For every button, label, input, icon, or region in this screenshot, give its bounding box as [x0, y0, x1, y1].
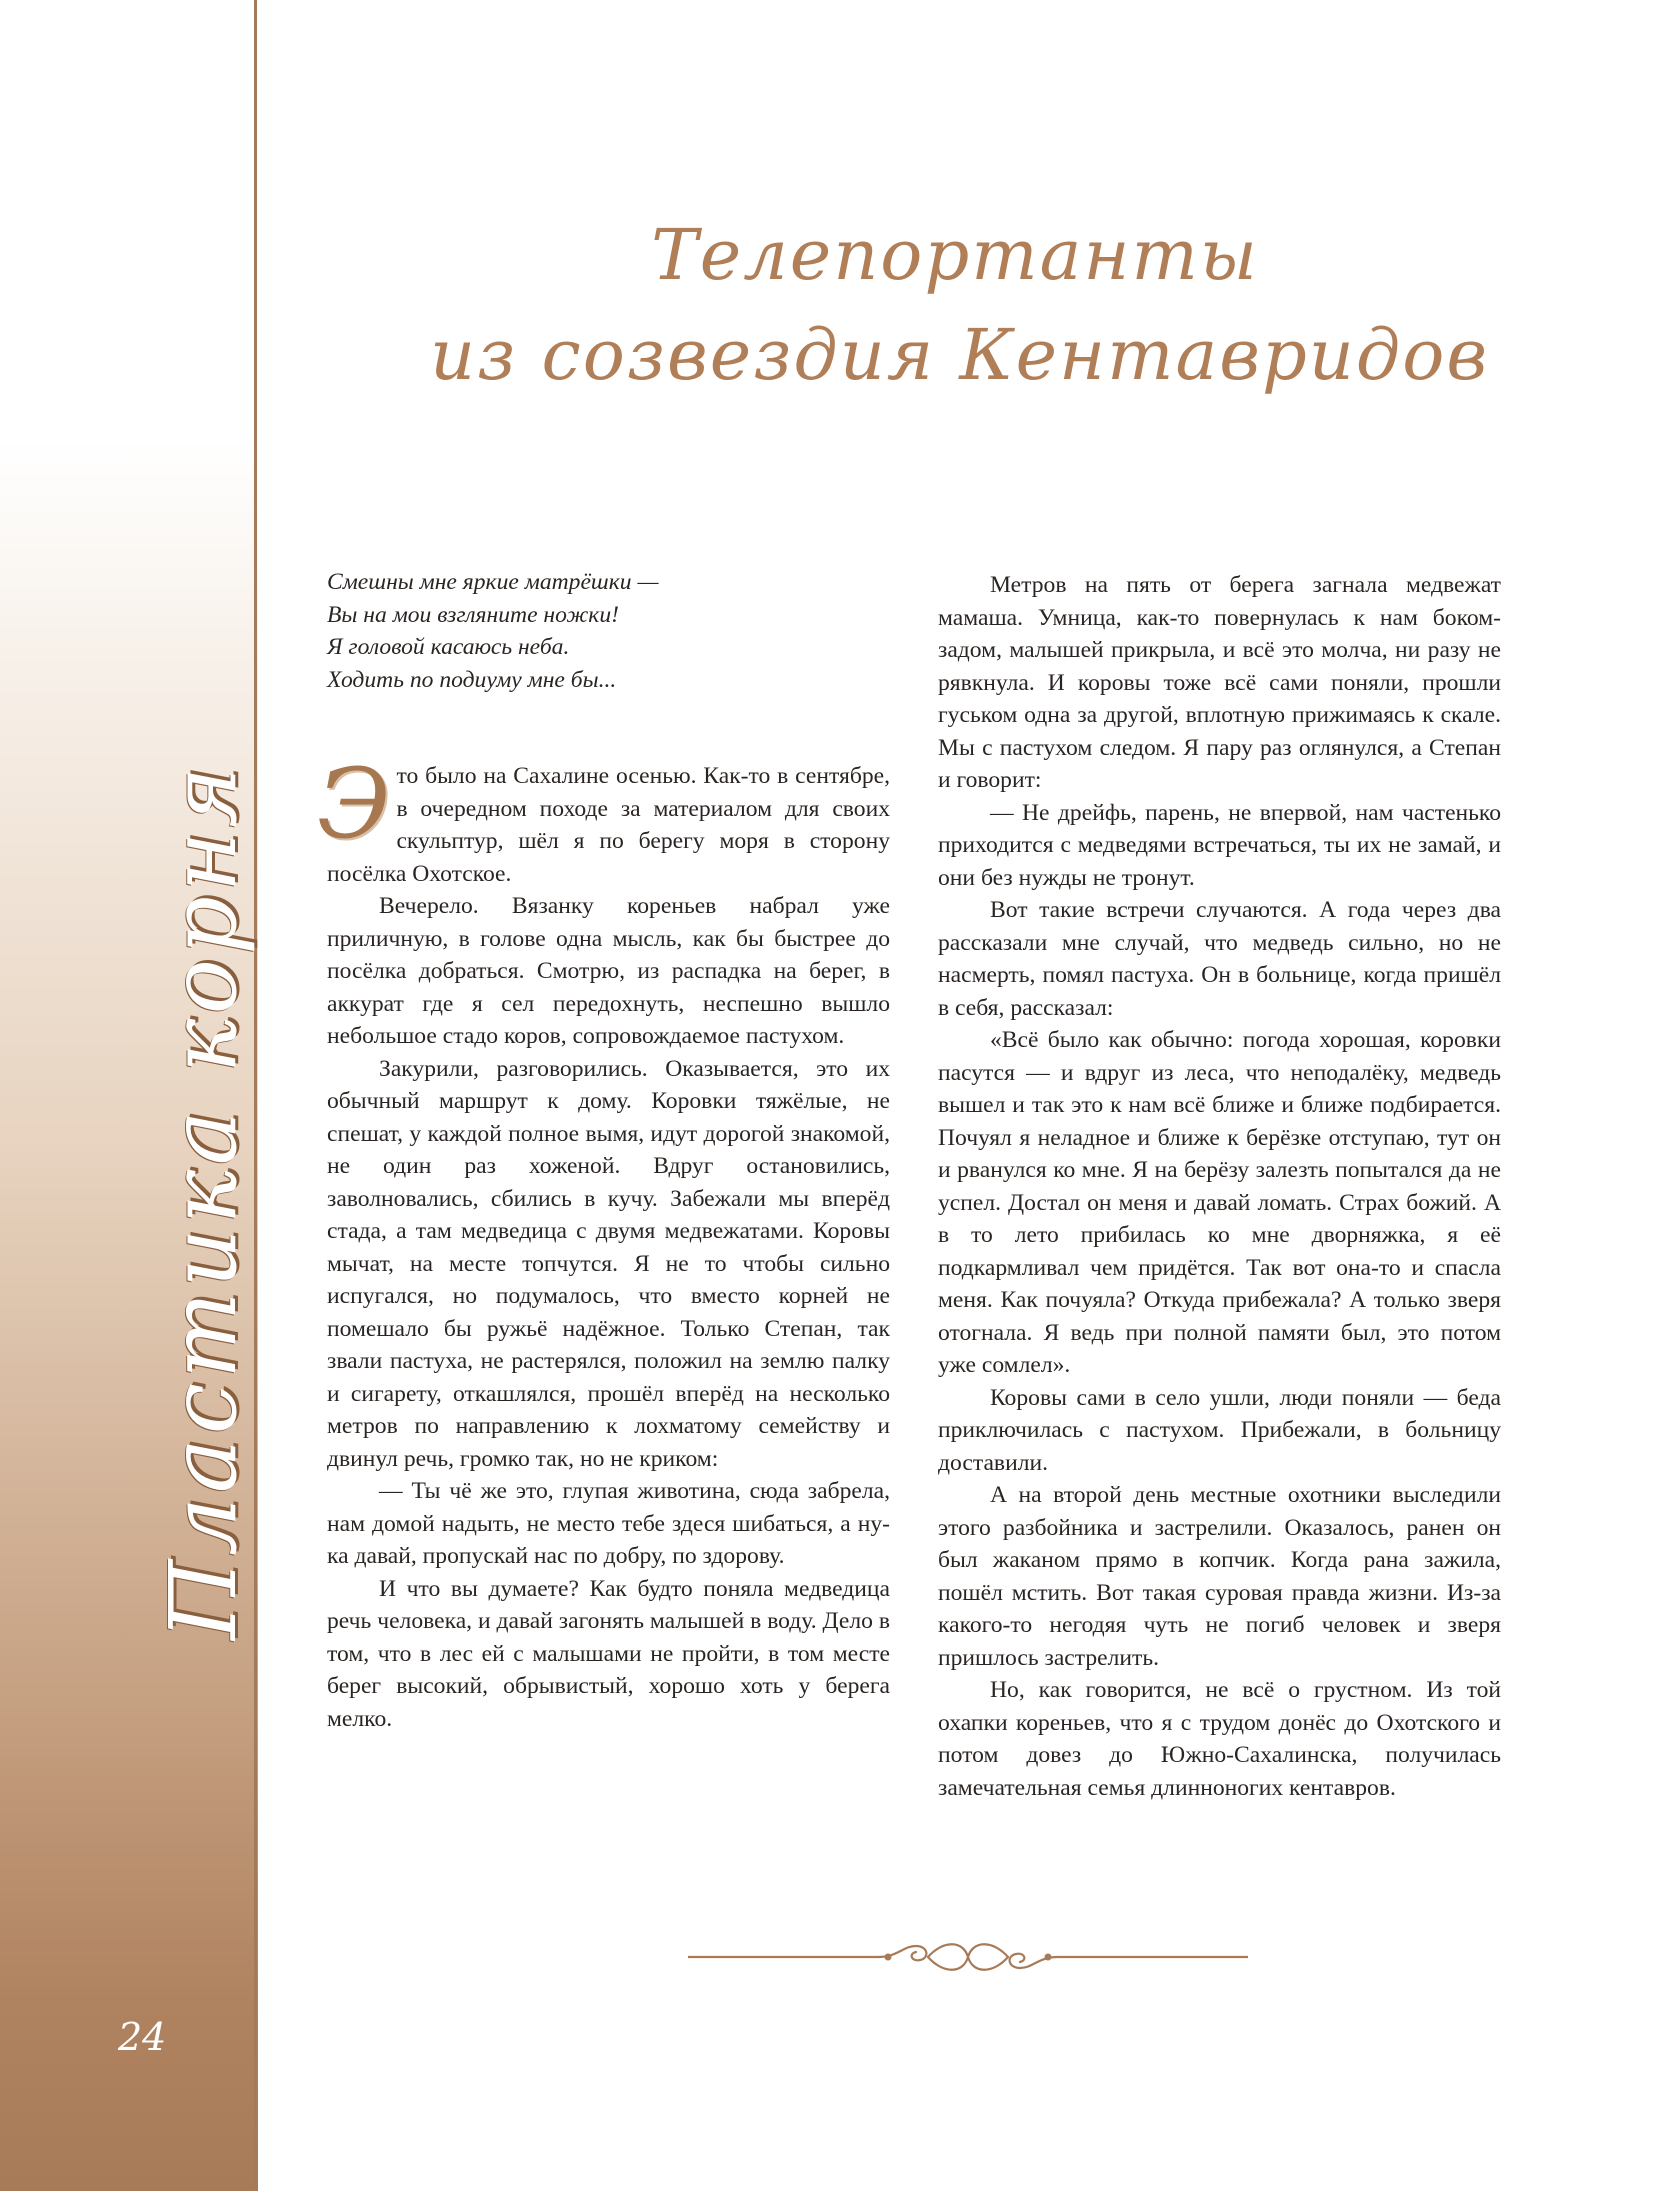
left-column	[317, 566, 890, 1735]
paragraph: Вечерело. Вязанку кореньев набрал уже приличную, в голове одна мысль, как бы быстрее до посёлка добраться. Смотрю, из распадка на берег, в аккурат где я сел передохнуть, неспешно вышло небольшое стадо коров, сопровождаемое пастухом.	[327, 893, 890, 1049]
paragraph-text: то было на Сахалине осенью. Как-то в сентябре, в очередном походе за материалом для своих скульптур, шёл я по берегу моря в сторону посёлка Охотское.	[327, 763, 890, 887]
poem-line: Вы на мои взгляните ножки!	[327, 601, 619, 628]
right-column	[938, 569, 1501, 1804]
paragraph: Коровы сами в село ушли, люди поняли — беда приключилась с пастухом. Прибежали, в больницу доставили.	[938, 1384, 1501, 1476]
paragraph: Закурили, разговорились. Оказывается, это их обычный маршрут к дому. Коровки тяжёлые, не спешат, у каждой полное вымя, идут дорогой знакомой, не один раз хоженой. Вдруг остановились, заволновались, сбились в кучу. Забежали мы вперёд стада, а там медведица с двумя медвежатами. Коровы мычат, на месте топчутся. Я не то чтобы сильно испугался, но подумалось, что вместо корней не помешало бы ружьё надёжное. Только Степан, так звали пастуха, не растерялся, положил на землю палку и сигарету, откашлялся, прошёл вперёд на несколько метров по направлению к лохматому семейству и двинул речь, громко так, но не криком:	[327, 1055, 890, 1472]
paragraph: А на второй день местные охотники выследили этого разбойника и застрелили. Оказалось, ранен он был жаканом прямо в копчик. Когда рана зажила, пошёл мстить. Вот такая суровая правда жизни. Из-за какого-то негодяя чуть не погиб человек и зверя пришлось застрелить.	[938, 1482, 1501, 1671]
paragraph: «Всё было как обычно: погода хорошая, коровки пасутся — и вдруг из леса, что неподалёку, медведь вышел и так это к нам всё ближе и ближе подбирается. Почуял я неладное и ближе к берёзке отступаю, тут он и рванулся ко мне. Я на берёзу залезть попытался да не успел. Достал он меня и давай ломать. Страх божий. А в то лето прибилась ко мне дворняжка, я её подкармливал чем придётся. Так вот она-то и спасла меня. Как почуяла? Откуда прибежала? А только зверя отогнала. Я ведь при полной памяти был, это потом уже сомлел».	[938, 1027, 1501, 1378]
article-title-line-1: Телепортанты	[651, 214, 1259, 296]
flourish-divider-icon	[688, 1934, 1248, 1980]
paragraph: Метров на пять от берега загнала медвежат мамаша. Умница, как-то повернулась к нам боком-задом, малышей прикрыла, и всё это молча, ни разу не рявкнула. И коровы тоже всё сами поняли, прошли гуськом одна за другой, вплотную прижимаясь к скале. Мы с пастухом следом. Я пару раз оглянулся, а Степан и говорит:	[938, 572, 1501, 793]
paragraph	[317, 748, 890, 890]
paragraph: Но, как говорится, не всё о грустном. Из той охапки кореньев, что я с трудом донёс до Охотского и потом довез до Южно-Сахалинска, получилась замечательная семья длинноногих кентавров.	[938, 1677, 1501, 1801]
paragraph: Вот такие встречи случаются. А года через два рассказали мне случай, что медведь сильно, но не насмерть, помял пастуха. Он в больнице, когда пришёл в себя, рассказал:	[938, 897, 1501, 1021]
paragraph: — Ты чё же это, глупая животина, сюда забрела, нам домой надыть, не место тебе здеся шибаться, а ну-ка давай, пропускай нас по добру, по здорову.	[327, 1478, 890, 1569]
paragraph: — Не дрейфь, парень, не впервой, нам частенько приходится с медведями встречаться, ты их не замай, и они без нужды не тронут.	[938, 799, 1501, 891]
poem-line: Я головой касаюсь неба.	[327, 634, 570, 660]
page-number: 24	[118, 2015, 167, 2059]
poem-line: Смешны мне яркие матрёшки —	[327, 569, 659, 595]
article-title	[430, 205, 1490, 405]
drop-cap: Э	[317, 748, 391, 860]
paragraph: И что вы думаете? Как будто поняла медведица речь человека, и давай загонять малышей в воду. Дело в том, что в лес ей с малышами не пройти, в том месте берег высокий, обрывистый, хорошо хоть у берега мелко.	[327, 1575, 890, 1732]
epigraph-poem	[327, 566, 890, 696]
poem-line: Ходить по подиуму мне бы...	[327, 666, 617, 693]
article-title-line-2: из созвездия Кентавридов	[430, 314, 1490, 396]
section-title-vertical: Пластика корня	[150, 762, 257, 1640]
